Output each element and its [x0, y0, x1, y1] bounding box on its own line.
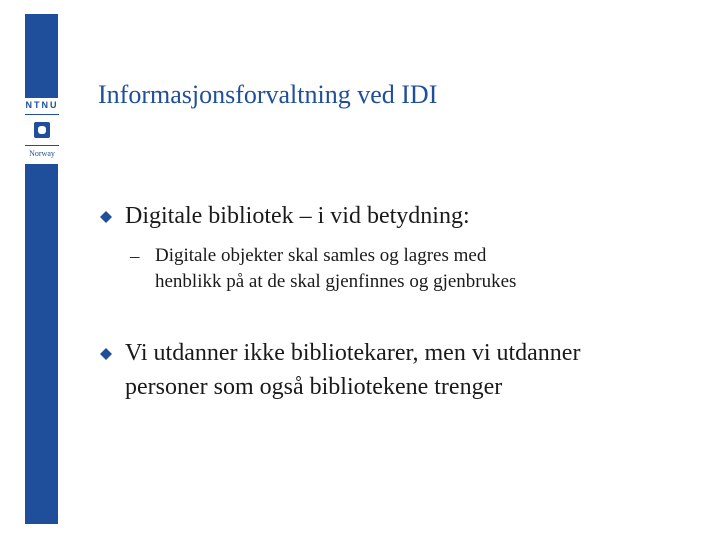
- logo-rule-bottom: [25, 145, 59, 146]
- logo-mark-icon: [34, 122, 50, 138]
- sub-bullet-line-2: henblikk på at de skal gjenfinnes og gjenbrukes: [155, 271, 517, 292]
- bullet-2-line-2: personer som også bibliotekene trenger: [125, 374, 503, 400]
- diamond-bullet-icon: [100, 348, 112, 360]
- logo-rule-top: [25, 114, 59, 115]
- logo-top-text: NTNU: [25, 100, 59, 110]
- sub-bullet-marker: –: [130, 246, 140, 267]
- sidebar-bar: [25, 14, 58, 524]
- diamond-bullet-icon: [100, 211, 112, 223]
- logo-bottom-text: Norway: [29, 149, 55, 158]
- sub-bullet-line-1: Digitale objekter skal samles og lagres med: [155, 245, 487, 266]
- bullet-2-line-1: Vi utdanner ikke bibliotekarer, men vi utdanner: [125, 340, 581, 366]
- slide-title: Informasjonsforvaltning ved IDI: [98, 80, 438, 109]
- bullet-1-text: Digitale bibliotek – i vid betydning:: [125, 203, 470, 229]
- ntnu-logo: [22, 98, 62, 164]
